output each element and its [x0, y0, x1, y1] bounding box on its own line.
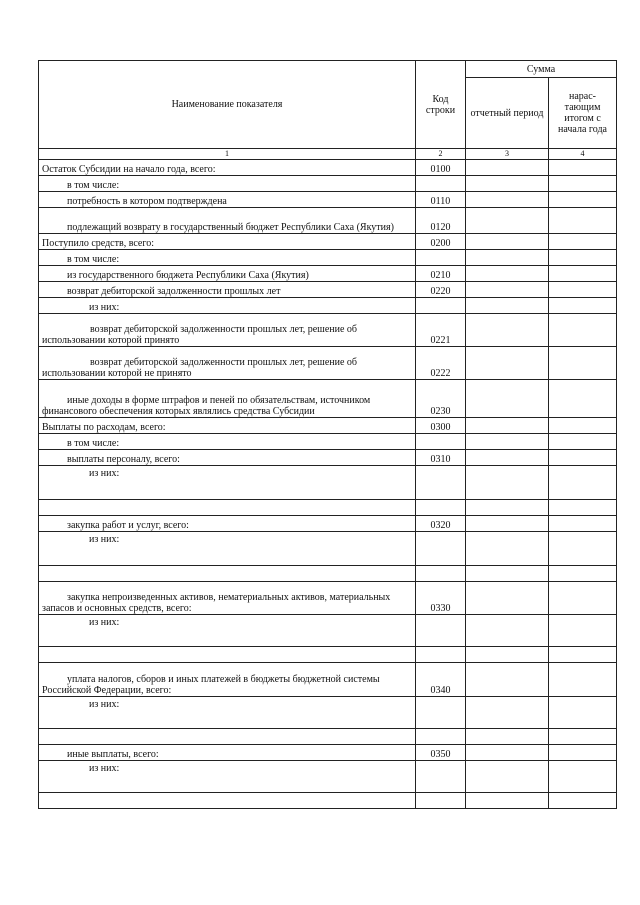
row-name: из них: — [39, 466, 416, 500]
table-row — [39, 466, 617, 500]
row-code — [416, 615, 466, 647]
row-current-value[interactable] — [466, 192, 549, 208]
row-cumulative-value[interactable] — [549, 532, 617, 566]
row-cumulative-value[interactable] — [549, 314, 617, 347]
table-row — [39, 282, 617, 298]
row-current-value[interactable] — [466, 663, 549, 697]
row-code: 0120 — [416, 208, 466, 234]
row-cumulative-value[interactable] — [549, 663, 617, 697]
row-code — [416, 566, 466, 582]
row-code: 0340 — [416, 663, 466, 697]
table-row — [39, 500, 617, 516]
row-current-value[interactable] — [466, 208, 549, 234]
table-row — [39, 615, 617, 647]
colnum-3: 3 — [466, 149, 549, 160]
header-sum: Сумма — [466, 61, 617, 78]
row-code — [416, 434, 466, 450]
row-current-value[interactable] — [466, 615, 549, 647]
colnum-2: 2 — [416, 149, 466, 160]
row-current-value[interactable] — [466, 793, 549, 809]
header-name: Наименование показателя — [39, 61, 416, 149]
row-code — [416, 793, 466, 809]
table-row — [39, 663, 617, 697]
row-name: из них: — [39, 761, 416, 793]
row-cumulative-value[interactable] — [549, 761, 617, 793]
row-code: 0110 — [416, 192, 466, 208]
report-body — [39, 160, 617, 809]
row-current-value[interactable] — [466, 729, 549, 745]
row-name: закупка работ и услуг, всего: — [39, 516, 416, 532]
table-row — [39, 266, 617, 282]
row-current-value[interactable] — [466, 532, 549, 566]
row-name: возврат дебиторской задолженности прошлых лет — [39, 282, 416, 298]
header-code: Код строки — [416, 61, 466, 149]
row-code — [416, 500, 466, 516]
row-code: 0220 — [416, 282, 466, 298]
row-current-value[interactable] — [466, 176, 549, 192]
row-code: 0100 — [416, 160, 466, 176]
table-row — [39, 566, 617, 582]
row-name: из государственного бюджета Республики Саха (Якутия) — [39, 266, 416, 282]
row-name: из них: — [39, 697, 416, 729]
row-current-value[interactable] — [466, 347, 549, 380]
table-row — [39, 380, 617, 418]
row-name — [39, 500, 416, 516]
row-code: 0300 — [416, 418, 466, 434]
row-cumulative-value[interactable] — [549, 208, 617, 234]
table-row — [39, 347, 617, 380]
row-code — [416, 532, 466, 566]
row-current-value[interactable] — [466, 566, 549, 582]
row-code — [416, 729, 466, 745]
row-code: 0330 — [416, 582, 466, 615]
row-current-value[interactable] — [466, 745, 549, 761]
row-name: Поступило средств, всего: — [39, 234, 416, 250]
row-cumulative-value[interactable] — [549, 450, 617, 466]
table-row — [39, 516, 617, 532]
table-row — [39, 418, 617, 434]
table-row — [39, 532, 617, 566]
row-name: Выплаты по расходам, всего: — [39, 418, 416, 434]
row-current-value[interactable] — [466, 761, 549, 793]
header-current: отчетный период — [466, 78, 549, 149]
row-current-value[interactable] — [466, 647, 549, 663]
row-current-value[interactable] — [466, 298, 549, 314]
row-cumulative-value[interactable] — [549, 697, 617, 729]
row-code: 0230 — [416, 380, 466, 418]
row-current-value[interactable] — [466, 250, 549, 266]
row-current-value[interactable] — [466, 418, 549, 434]
colnum-4: 4 — [549, 149, 617, 160]
table-row — [39, 697, 617, 729]
row-name: закупка непроизведенных активов, нематериальных активов, материальных запасов и основных средств, всего: — [39, 582, 416, 615]
table-row — [39, 234, 617, 250]
row-code — [416, 697, 466, 729]
row-current-value[interactable] — [466, 500, 549, 516]
row-name: возврат дебиторской задолженности прошлых лет, решение об использовании которой принято — [39, 314, 416, 347]
row-cumulative-value[interactable] — [549, 466, 617, 500]
row-name: из них: — [39, 532, 416, 566]
row-name: потребность в котором подтверждена — [39, 192, 416, 208]
row-cumulative-value[interactable] — [549, 380, 617, 418]
row-name — [39, 566, 416, 582]
table-row — [39, 793, 617, 809]
row-code: 0200 — [416, 234, 466, 250]
header-cumulative: нарас-тающим итогом с начала года — [549, 78, 617, 149]
row-cumulative-value[interactable] — [549, 418, 617, 434]
row-cumulative-value[interactable] — [549, 298, 617, 314]
row-cumulative-value[interactable] — [549, 176, 617, 192]
table-row — [39, 434, 617, 450]
colnum-1: 1 — [39, 149, 416, 160]
row-code: 0221 — [416, 314, 466, 347]
table-row — [39, 729, 617, 745]
table-row — [39, 314, 617, 347]
row-current-value[interactable] — [466, 466, 549, 500]
table-row — [39, 208, 617, 234]
row-cumulative-value[interactable] — [549, 729, 617, 745]
row-code — [416, 250, 466, 266]
row-name: в том числе: — [39, 434, 416, 450]
row-cumulative-value[interactable] — [549, 647, 617, 663]
table-row — [39, 250, 617, 266]
row-name: иные доходы в форме штрафов и пеней по обязательствам, источником финансового обеспечения которых являлись средства Субсидии — [39, 380, 416, 418]
row-current-value[interactable] — [466, 266, 549, 282]
row-name: из них: — [39, 298, 416, 314]
report-table — [38, 60, 617, 809]
table-row — [39, 176, 617, 192]
row-cumulative-value[interactable] — [549, 192, 617, 208]
table-row — [39, 745, 617, 761]
table-row — [39, 160, 617, 176]
row-cumulative-value[interactable] — [549, 615, 617, 647]
row-code: 0310 — [416, 450, 466, 466]
row-cumulative-value[interactable] — [549, 234, 617, 250]
row-cumulative-value[interactable] — [549, 566, 617, 582]
row-code: 0222 — [416, 347, 466, 380]
row-cumulative-value[interactable] — [549, 434, 617, 450]
row-code — [416, 647, 466, 663]
row-cumulative-value[interactable] — [549, 250, 617, 266]
table-row — [39, 298, 617, 314]
row-name: из них: — [39, 615, 416, 647]
row-current-value[interactable] — [466, 314, 549, 347]
row-name: выплаты персоналу, всего: — [39, 450, 416, 466]
table-row — [39, 647, 617, 663]
row-cumulative-value[interactable] — [549, 282, 617, 298]
row-current-value[interactable] — [466, 160, 549, 176]
row-cumulative-value[interactable] — [549, 347, 617, 380]
row-name: в том числе: — [39, 176, 416, 192]
row-name: в том числе: — [39, 250, 416, 266]
row-current-value[interactable] — [466, 697, 549, 729]
table-row — [39, 761, 617, 793]
row-cumulative-value[interactable] — [549, 516, 617, 532]
row-cumulative-value[interactable] — [549, 160, 617, 176]
row-current-value[interactable] — [466, 582, 549, 615]
row-name — [39, 793, 416, 809]
row-code — [416, 466, 466, 500]
row-cumulative-value[interactable] — [549, 793, 617, 809]
row-cumulative-value[interactable] — [549, 582, 617, 615]
row-code: 0350 — [416, 745, 466, 761]
row-name: подлежащий возврату в государственный бюджет Республики Саха (Якутия) — [39, 208, 416, 234]
row-name: Остаток Субсидии на начало года, всего: — [39, 160, 416, 176]
row-code — [416, 298, 466, 314]
column-numbers-row — [39, 149, 617, 160]
table-row — [39, 582, 617, 615]
row-current-value[interactable] — [466, 234, 549, 250]
table-row — [39, 450, 617, 466]
row-cumulative-value[interactable] — [549, 745, 617, 761]
row-code — [416, 761, 466, 793]
row-current-value[interactable] — [466, 282, 549, 298]
row-current-value[interactable] — [466, 380, 549, 418]
row-cumulative-value[interactable] — [549, 266, 617, 282]
row-code — [416, 176, 466, 192]
row-name: возврат дебиторской задолженности прошлых лет, решение об использовании которой не принято — [39, 347, 416, 380]
row-code: 0210 — [416, 266, 466, 282]
row-current-value[interactable] — [466, 450, 549, 466]
row-code: 0320 — [416, 516, 466, 532]
table-row — [39, 192, 617, 208]
row-current-value[interactable] — [466, 516, 549, 532]
row-name — [39, 729, 416, 745]
row-current-value[interactable] — [466, 434, 549, 450]
row-name: уплата налогов, сборов и иных платежей в бюджеты бюджетной системы Российской Федерации, всего: — [39, 663, 416, 697]
row-name: иные выплаты, всего: — [39, 745, 416, 761]
row-name — [39, 647, 416, 663]
row-cumulative-value[interactable] — [549, 500, 617, 516]
